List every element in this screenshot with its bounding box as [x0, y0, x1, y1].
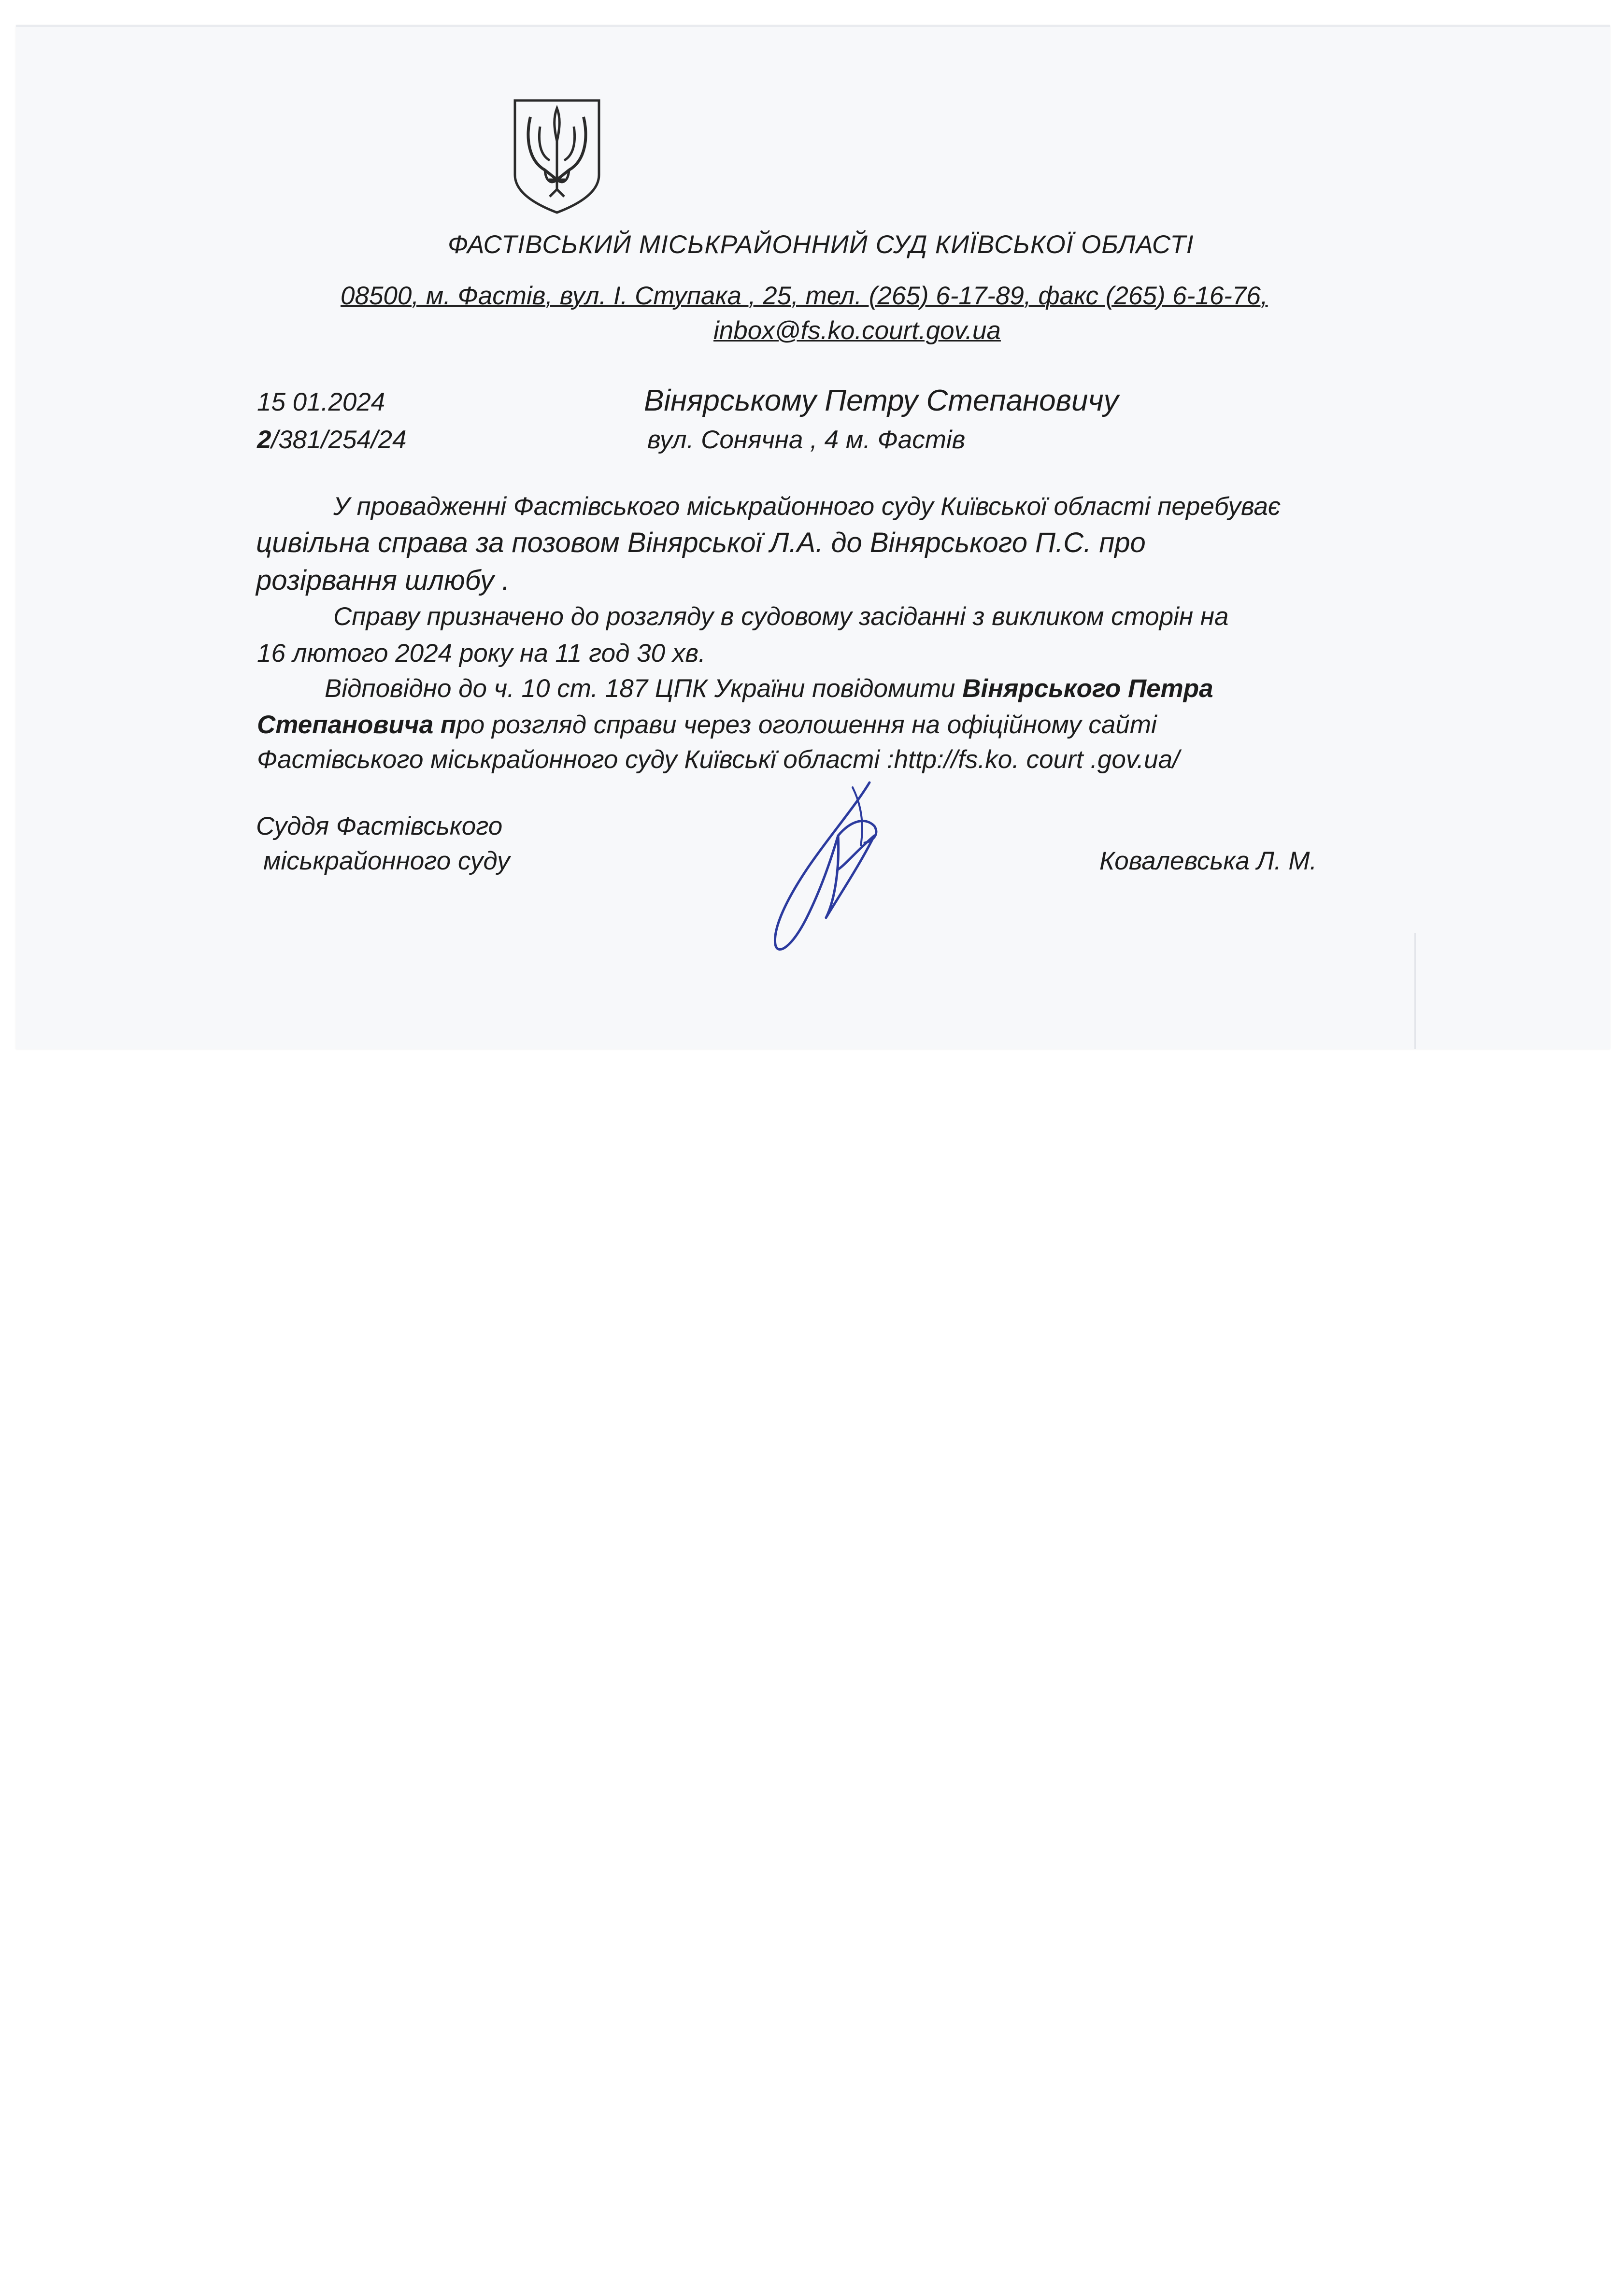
paragraph-1-line-1: У провадженні Фастівського міськрайонного суду Київської області перебуває: [333, 492, 1281, 521]
paragraph-3-line-1: [325, 674, 1213, 703]
scan-edge: [16, 25, 1610, 27]
document-number-rest: /381/254/24: [271, 426, 407, 454]
paragraph-3-line-2: [257, 710, 1157, 740]
signature-icon: [754, 773, 898, 956]
court-email: inbox@fs.ko.court.gov.ua: [713, 316, 1001, 345]
paragraph-2-line-2: 16 лютого 2024 року на 11 год 30 хв.: [257, 639, 706, 668]
recipient-name: Вінярському Петру Степановичу: [644, 384, 1119, 417]
paragraph-3-line-3: Фастівського міськрайонного суду Київськї області :http://fs.ko. court .gov.ua/: [257, 745, 1180, 774]
paragraph-1-line-3: розірвання шлюбу .: [256, 565, 510, 596]
paragraph-2-line-1: Справу призначено до розгляду в судовому засіданні з викликом сторін на: [333, 602, 1229, 631]
judge-title-line-1: Суддя Фастівського: [256, 812, 503, 840]
court-address: 08500, м. Фастів, вул. І. Ступака , 25, тел. (265) 6-17-89, факс (265) 6-16-76,: [341, 282, 1268, 310]
scan-fold-line: [1414, 933, 1416, 1049]
defendant-name-bold: Вінярського Петра: [962, 674, 1213, 703]
judge-name: Ковалевська Л. М.: [1099, 847, 1317, 875]
coat-of-arms-icon: [511, 98, 603, 215]
paragraph-3-line-1-text: Відповідно до ч. 10 ст. 187 ЦПК України повідомити: [325, 674, 963, 703]
recipient-address: вул. Сонячна , 4 м. Фастів: [647, 426, 966, 454]
document-number: [257, 425, 406, 455]
judge-title-line-2: міськрайонного суду: [263, 847, 510, 875]
document-number-prefix: 2: [257, 426, 271, 454]
paragraph-1-line-2: цивільна справа за позовом Вінярської Л.А. до Вінярського П.С. про: [256, 527, 1146, 558]
defendant-patronymic-bold: Степановича п: [257, 711, 456, 739]
court-name: ФАСТІВСЬКИЙ МІСЬКРАЙОННИЙ СУД КИЇВСЬКОЇ ОБЛАСТІ: [448, 230, 1194, 259]
document-date: 15 01.2024: [257, 388, 385, 416]
paragraph-3-line-2-text: ро розгляд справи через оголошення на офіційному сайті: [456, 711, 1157, 739]
